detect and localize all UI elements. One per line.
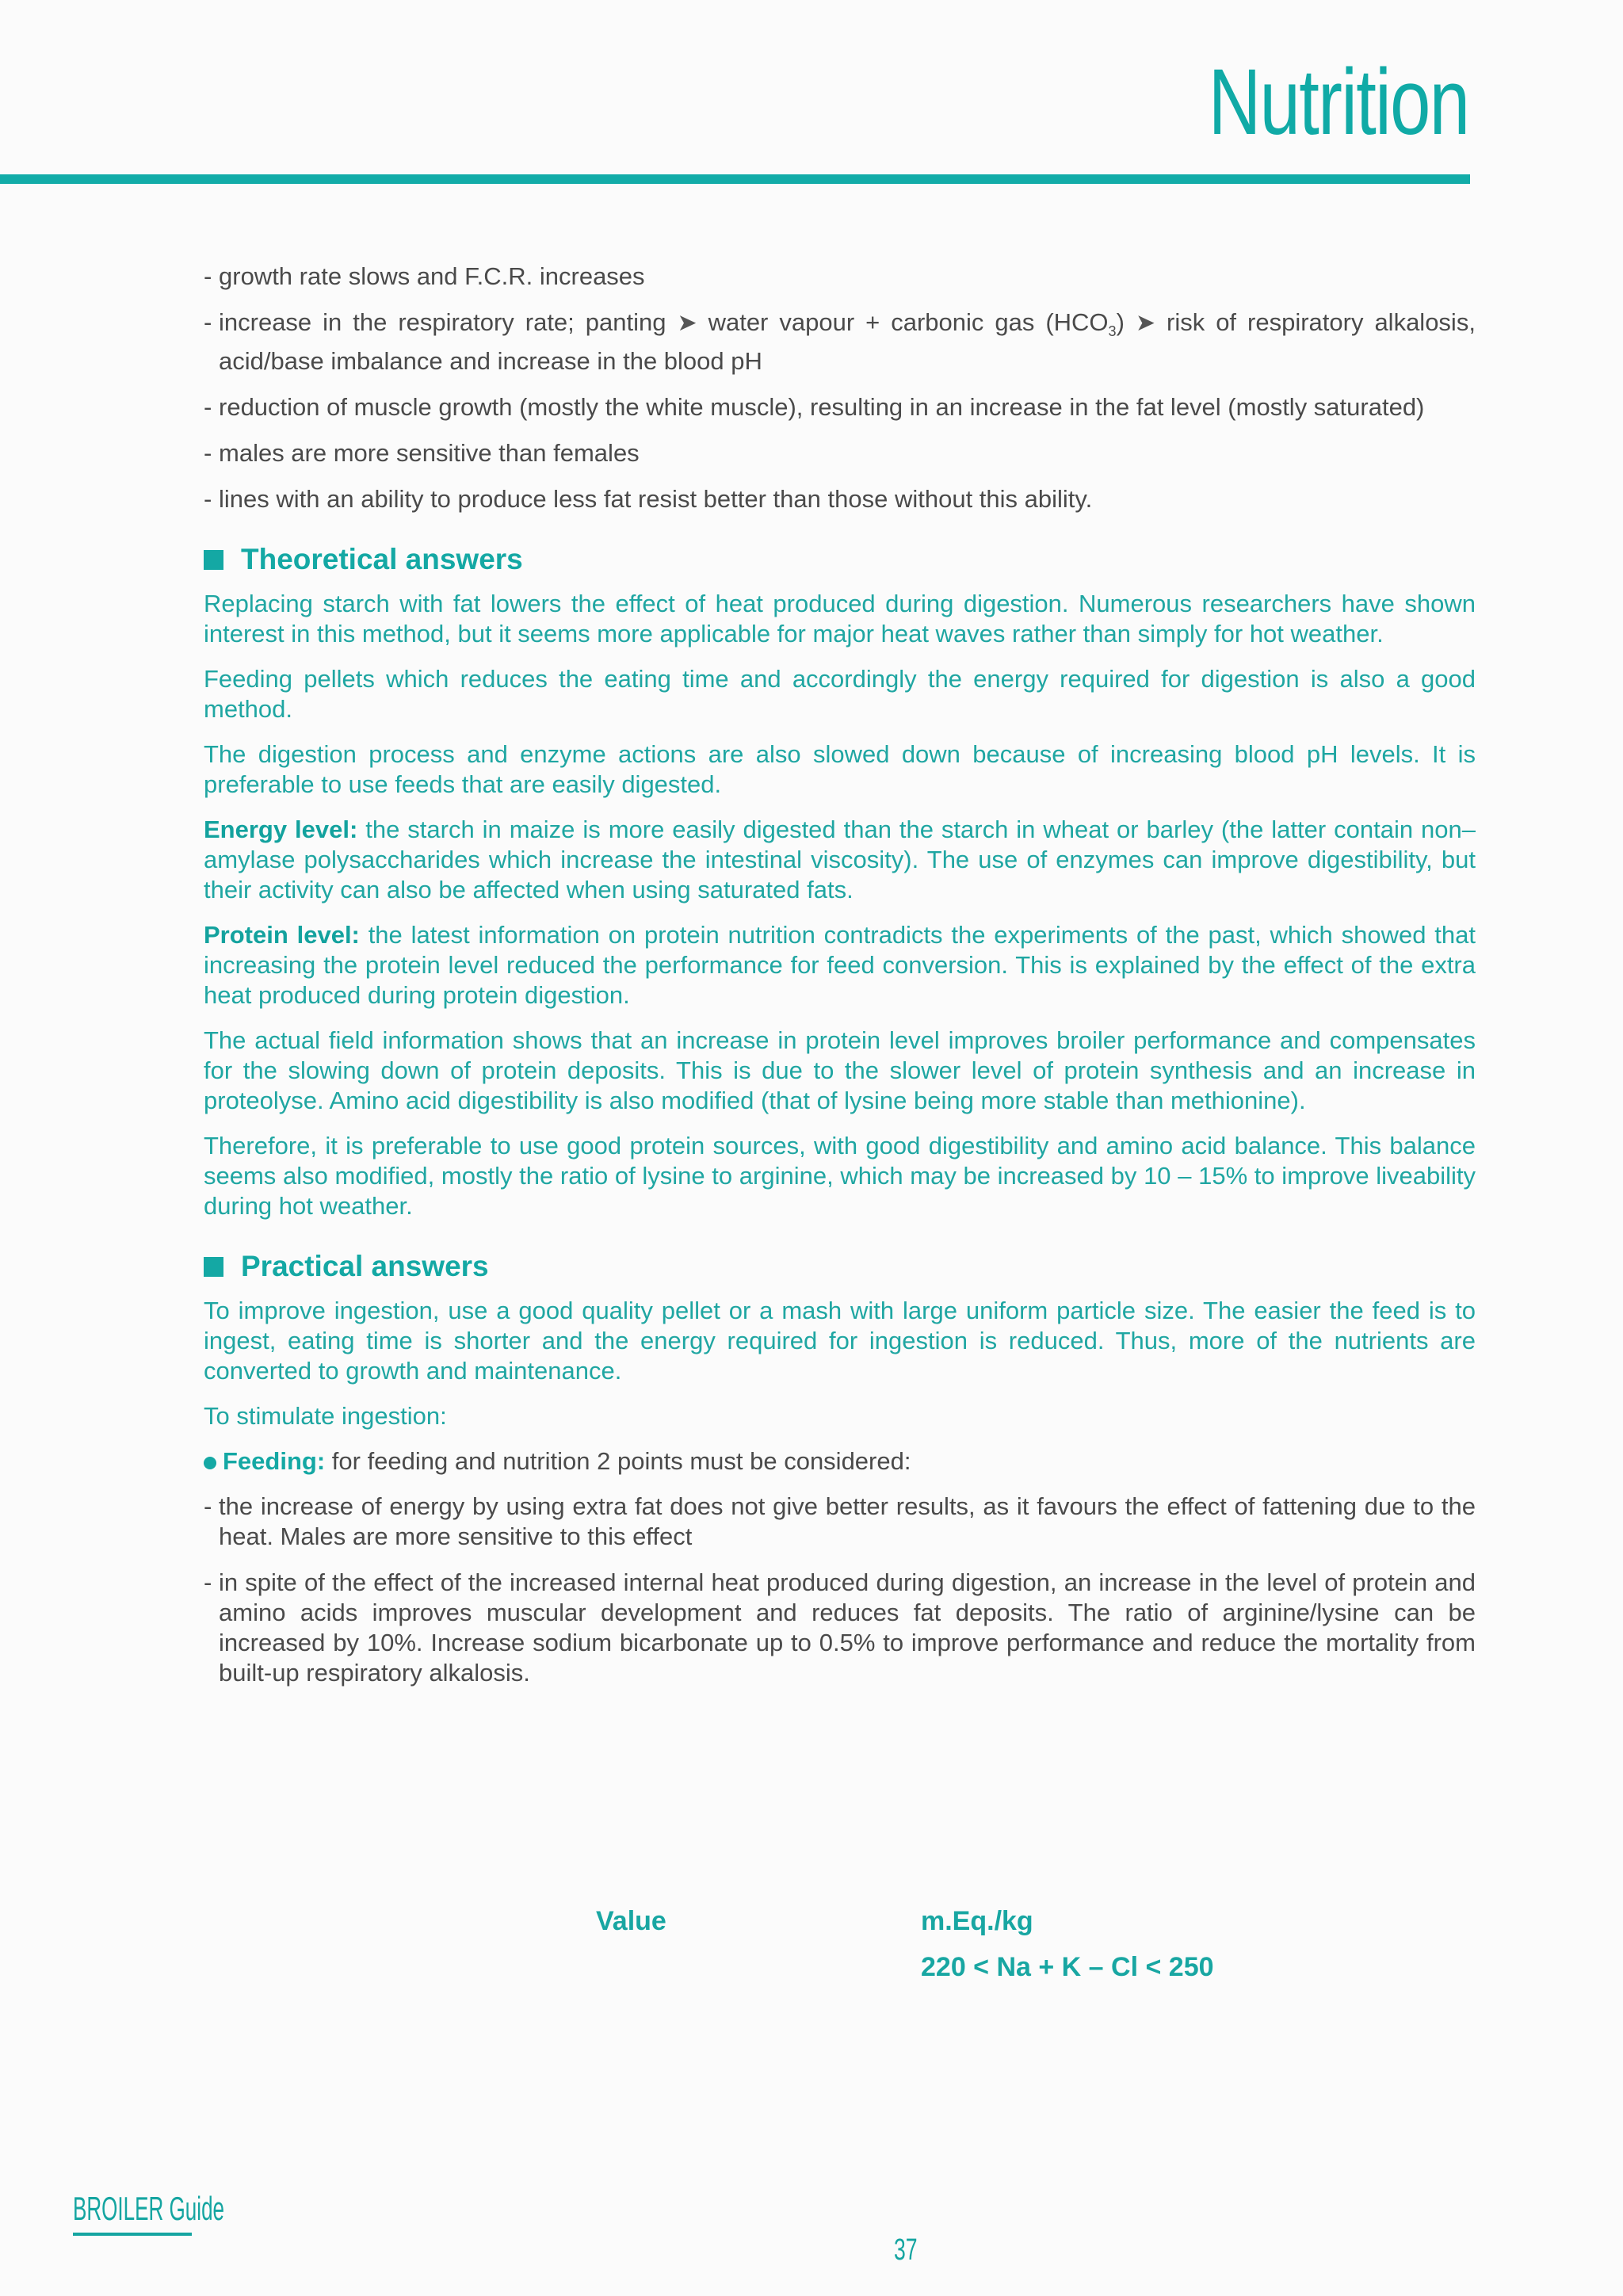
table-cell-range: 220 < Na + K – Cl < 250 bbox=[921, 1952, 1214, 1982]
list-item: - reduction of muscle growth (mostly the white muscle), resulting in an increase in the fat level (mostly saturated) bbox=[204, 393, 1425, 422]
paragraph: To improve ingestion, use a good quality pellet or a mash with large uniform particle size. The easier the feed is to ingest, eating time is shorter and the energy required for ingestion is reduced. Thus, more of the nutrients are converted to growth and maintenance. bbox=[204, 1297, 1476, 1385]
list-item: - males are more sensitive than females bbox=[204, 439, 640, 468]
page-number: 37 bbox=[894, 2233, 918, 2267]
section-heading-practical: Practical answers bbox=[204, 1251, 1476, 1282]
arrow-right-icon: ➤ bbox=[1135, 310, 1156, 336]
dot-bullet-icon bbox=[204, 1457, 216, 1469]
arrow-right-icon: ➤ bbox=[677, 310, 697, 336]
paragraph: The digestion process and enzyme actions are also slowed down because of increasing blood pH levels. It is preferable to use feeds that are easily digested. bbox=[204, 740, 1476, 799]
column-header-value: Value bbox=[596, 1906, 666, 1936]
paragraph-energy-level: Energy level: the starch in maize is more easily digested than the starch in wheat or barley (the latter contain non–amylase polysaccharides which increase the intestinal viscosity). The use of enzymes can improve digestibility, but their activity can also be affected when using saturated fats. bbox=[204, 816, 1476, 904]
list-item: - the increase of energy by using extra fat does not give better results, as it favours the effect of fattening due to the heat. Males are more sensitive to this effect bbox=[204, 1492, 1476, 1551]
paragraph: The actual field information shows that an increase in protein level improves broiler performance and compensates for the slowing down of protein deposits. This is due to the slower level of protein synthesis and an increase in proteolyse. Amino acid digestibility is also modified (that of lysine being more stable than methionine). bbox=[204, 1026, 1476, 1115]
footer-rule bbox=[73, 2233, 192, 2236]
paragraph: Feeding pellets which reduces the eating time and accordingly the energy required for digestion is also a good method. bbox=[204, 665, 1476, 724]
main-content bbox=[204, 262, 1476, 1704]
list-item: - in spite of the effect of the increased internal heat produced during digestion, an increase in the level of protein and amino acids improves muscular development and reduces fat deposits. The ratio of arginine/lysine can be increased by 10%. Increase sodium bicarbonate up to 0.5% to improve performance and reduce the mortality from built-up respiratory alkalosis. bbox=[204, 1568, 1476, 1687]
paragraph: To stimulate ingestion: bbox=[204, 1402, 447, 1431]
feeding-item: Feeding: for feeding and nutrition 2 points must be considered: bbox=[204, 1446, 1476, 1477]
page-title: Nutrition bbox=[1208, 50, 1468, 155]
section-heading-theoretical: Theoretical answers bbox=[204, 544, 1476, 575]
intro-bullet-list bbox=[204, 262, 1476, 514]
column-header-unit: m.Eq./kg bbox=[921, 1906, 1033, 1936]
paragraph: Therefore, it is preferable to use good protein sources, with good digestibility and amino acid balance. This balance seems also modified, mostly the ratio of lysine to arginine, which may be increased by 10 – 15% to improve liveability during hot weather. bbox=[204, 1132, 1476, 1221]
list-item: - lines with an ability to produce less fat resist better than those without this ability. bbox=[204, 485, 1093, 514]
list-item: - increase in the respiratory rate; panting ➤ water vapour + carbonic gas $(HCO_3)$ ➤ risk of respiratory alkalosis, acid/base imbalance and increase in the blood pH bbox=[204, 308, 1476, 376]
footer-brand: BROILER Guide bbox=[73, 2190, 225, 2227]
title-rule bbox=[0, 174, 1470, 184]
list-item: - growth rate slows and F.C.R. increases bbox=[204, 262, 645, 290]
paragraph: Replacing starch with fat lowers the effect of heat produced during digestion. Numerous researchers have shown interest in this method, but it seems more applicable for major heat waves rather than simply for hot weather. bbox=[204, 590, 1476, 648]
paragraph-protein-level: Protein level: the latest information on protein nutrition contradicts the experiments of the past, which showed that increasing the protein level reduced the performance for feed conversion. This is explained by the effect of the extra heat produced during protein digestion. bbox=[204, 921, 1476, 1010]
square-bullet-icon bbox=[204, 550, 223, 570]
square-bullet-icon bbox=[204, 1257, 223, 1277]
